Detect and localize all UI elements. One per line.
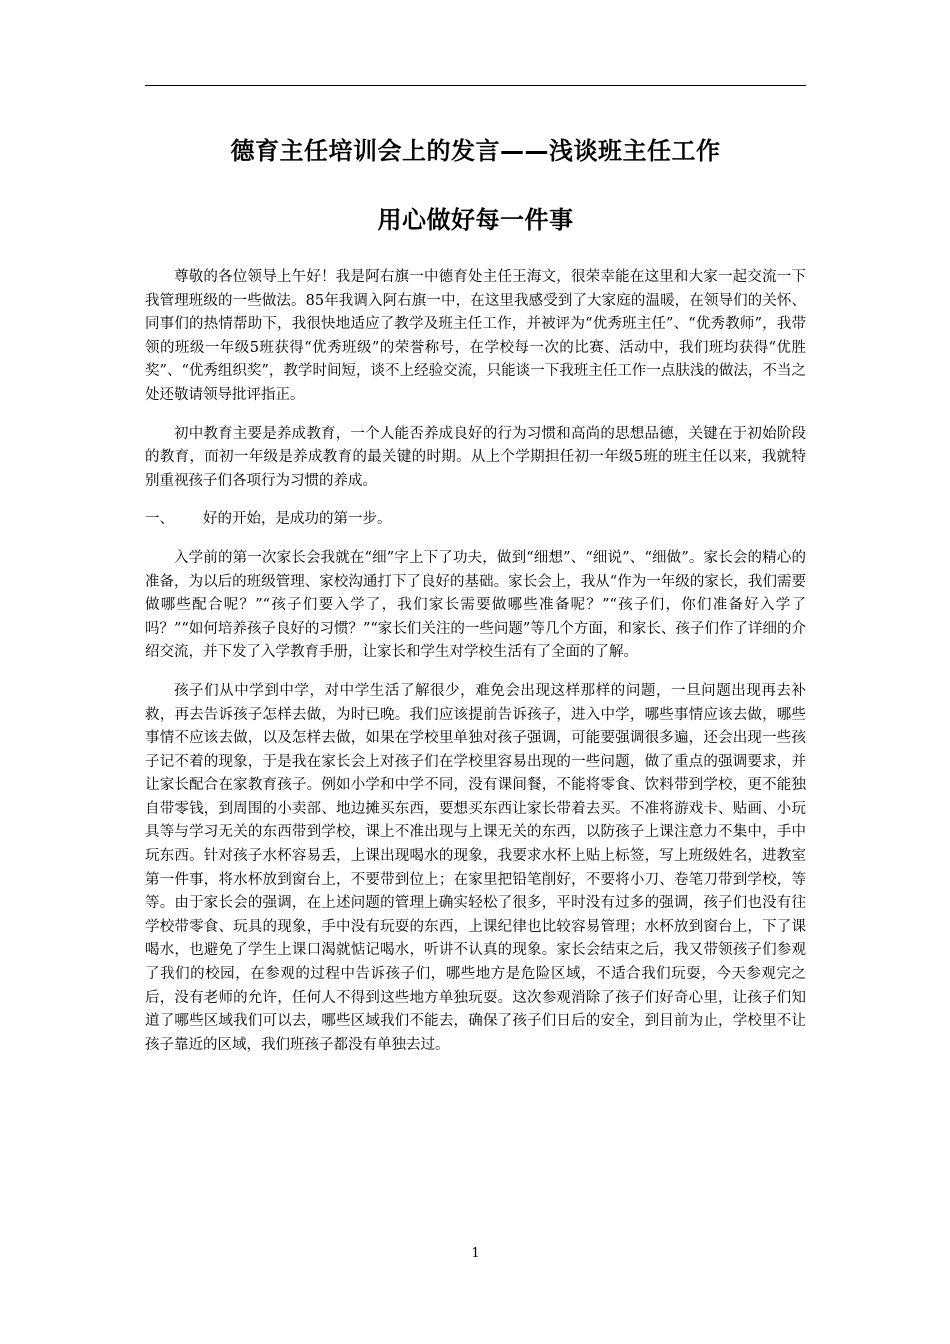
section-heading [145, 508, 806, 532]
section-heading-text: 好的开始，是成功的第一步。 [203, 511, 392, 528]
paragraph-intro: 尊敬的各位领导上午好！我是阿右旗一中德育处主任王海文，很荣幸能在这里和大家一起交流一下我管理班级的一些做法。85年我调入阿右旗一中，在这里我感受到了大家庭的温暖，在领导们的关怀、同事们的热情帮助下，我很快地适应了教学及班主任工作，并被评为“优秀班主任”、“优秀教师”，我带领的班级一年级5班获得“优秀班级”的荣誉称号，在学校每一次的比赛、活动中，我们班均获得“优胜奖”、“优秀组织奖”，教学时间短，谈不上经验交流，只能谈一下我班主任工作一点肤浅的做法，不当之处还敬请领导批评指正。 [145, 269, 806, 403]
document-body [145, 266, 806, 1072]
paragraph-overview: 初中教育主要是养成教育，一个人能否养成良好的行为习惯和高尚的思想品德，关键在于初始阶段的教育，而初一年级是养成教育的最关键的时期。从上个学期担任初一年级5班的班主任以来，我就特别重视孩子们各项行为习惯的养成。 [145, 425, 806, 489]
document-title: 德育主任培训会上的发言——浅谈班主任工作 [230, 137, 721, 165]
document-subtitle: 用心做好每一件事 [377, 206, 574, 234]
paragraph-school-rules: 孩子们从中学到中学，对中学生活了解很少，难免会出现这样那样的问题，一旦问题出现再去补救，再去告诉孩子怎样去做，为时已晚。我们应该提前告诉孩子，进入中学，哪些事情应该去做，哪些事情不应该去做，以及怎样去做，如果在学校里单独对孩子强调，可能要强调很多遍，还会出现一些孩子记不着的现象，于是我在家长会上对孩子们在学校里容易出现的一些问题，做了重点的强调要求，并让家长配合在家教育孩子。例如小学和中学不同，没有课间餐，不能将零食、饮料带到学校，更不能独自带零钱，到周围的小卖部、地边摊买东西，要想买东西让家长带着去买。不准将游戏卡、贴画、小玩具等与学习无关的东西带到学校，课上不准出现与上课无关的东西，以防孩子上课注意力不集中，手中玩东西。针对孩子水杯容易丢，上课出现喝水的现象，我要求水杯上贴上标签，写上班级姓名，进教室第一件事，将水杯放到窗台上，不要带到位上；在家里把铅笔削好，不要将小刀、卷笔刀带到学校，等等。由于家长会的强调，在上述问题的管理上确实轻松了很多，平时没有过多的强调，孩子们也没有往学校带零食、玩具的现象，手中没有玩耍的东西，上课纪律也比较容易管理；水杯放到窗台上，下了课喝水，也避免了学生上课口渴就惦记喝水，听讲不认真的现象。家长会结束之后，我又带领孩子们参观了我们的校园，在参观的过程中告诉孩子们，哪些地方是危险区域，不适合我们玩耍，今天参观完之后，没有老师的允许，任何人不得到这些地方单独玩耍。这次参观消除了孩子们好奇心里，让孩子们知道了哪些区域我们可以去，哪些区域我们不能去，确保了孩子们日后的安全，到目前为止，学校里不让孩子靠近的区域，我们班孩子都没有单独去过。 [145, 682, 806, 1053]
page-number: 1 [471, 1246, 480, 1261]
paragraph-parent-meeting: 入学前的第一次家长会我就在“细”字上下了功夫，做到“细想”、“细说”、“细做”。家长会的精心的准备，为以后的班级管理、家校沟通打下了良好的基础。家长会上，我从“作为一年级的家长，我们需要做哪些配合呢？”“孩子们要入学了，我们家长需要做哪些准备呢？”“孩子们，你们准备好入学了吗？”“如何培养孩子良好的习惯？”“家长们关注的一些问题”等几个方面，和家长、孩子们作了详细的介绍交流，并下发了入学教育手册，让家长和学生对学校生活有了全面的了解。 [145, 549, 806, 661]
section-number: 一、 [145, 511, 174, 528]
header-rule [145, 85, 806, 86]
